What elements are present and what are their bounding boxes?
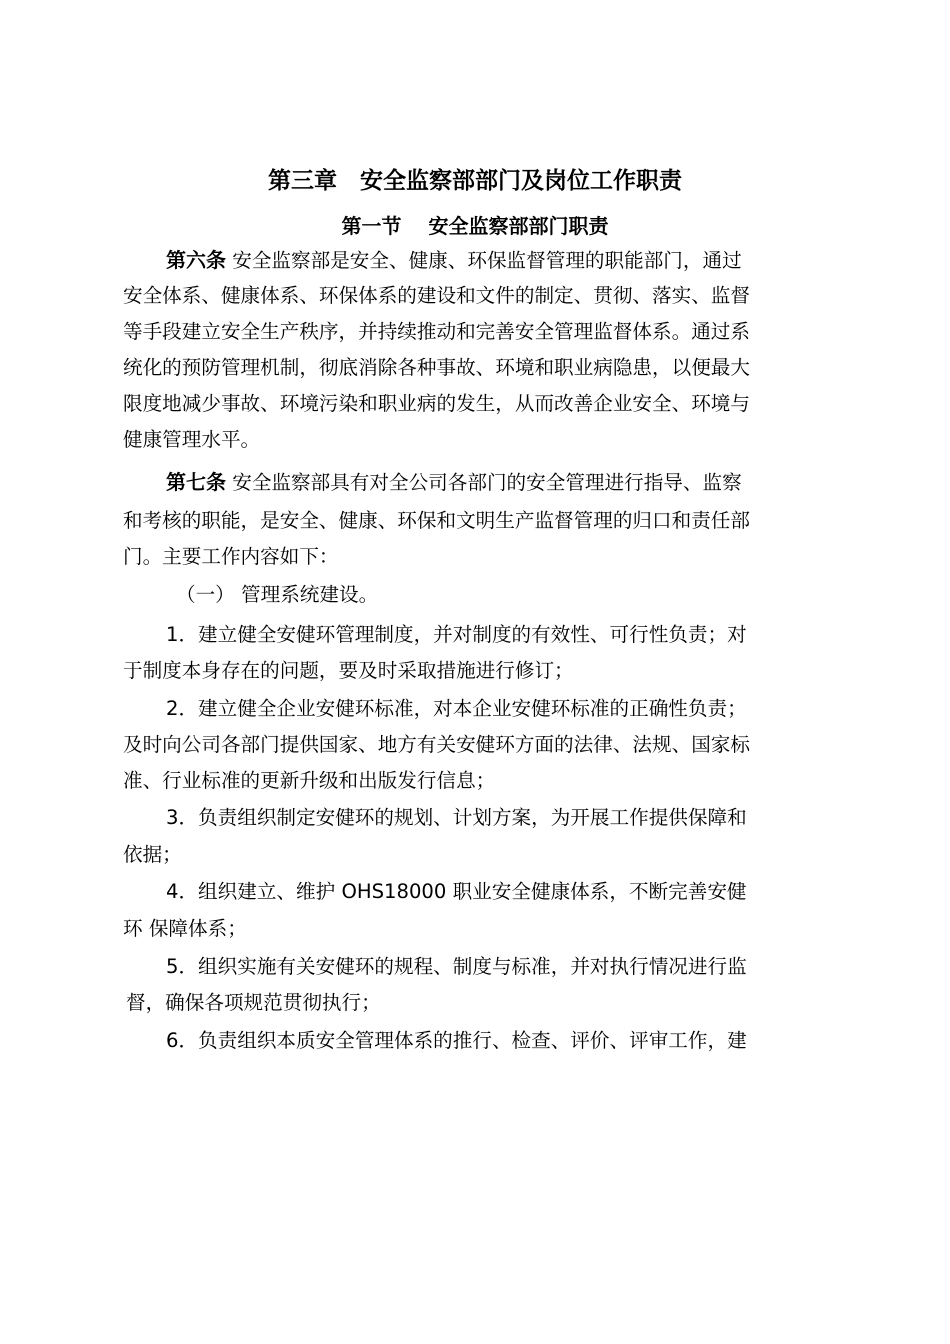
- article7-lead: 第七条: [166, 470, 226, 494]
- list-item-continuation: 及时向公司各部门提供国家、地方有关安健环方面的法律、法规、国家标: [123, 733, 750, 756]
- list-item-continuation: 督，确保各项规范贯彻执行；: [126, 991, 381, 1014]
- article6-line: 统化的预防管理机制，彻底消除各种事故、环境和职业病隐患，以便最大: [123, 356, 750, 379]
- section-title: 第一节 安全监察部部门职责: [341, 214, 609, 238]
- article6-line: 健康管理水平。: [123, 428, 261, 451]
- chapter-title: 第三章 安全监察部部门及岗位工作职责: [268, 168, 682, 194]
- list-item: 1．建立健全安健环管理制度，并对制度的有效性、可行性负责；对: [166, 623, 747, 646]
- list-item-continuation: 依据；: [123, 843, 182, 866]
- list-item: 2．建立健全企业安健环标准，对本企业安健环标准的正确性负责；: [166, 697, 747, 720]
- list-item-continuation: 环 保障体系；: [123, 917, 247, 940]
- article7-line: 和考核的职能，是安全、健康、环保和文明生产监督管理的归口和责任部: [123, 509, 750, 532]
- list-item: 3．负责组织制定安健环的规划、计划方案，为开展工作提供保障和: [166, 806, 747, 829]
- list-item-continuation: 准、行业标准的更新升级和出版发行信息；: [123, 769, 496, 792]
- list-item: 6．负责组织本质安全管理体系的推行、检查、评价、评审工作，建: [166, 1029, 747, 1052]
- article6-line: 限度地减少事故、环境污染和职业病的发生，从而改善企业安全、环境与: [123, 392, 750, 415]
- article6-paragraph-line: [166, 245, 838, 276]
- article6-line: 等手段建立安全生产秩序，并持续推动和完善安全管理监督体系。通过系: [123, 320, 750, 343]
- article7-text: 安全监察部具有对全公司各部门的安全管理进行指导、监察: [226, 471, 742, 494]
- list-item-continuation: 于制度本身存在的问题，要及时采取措施进行修订；: [123, 659, 574, 682]
- article7-paragraph-line: [166, 467, 838, 498]
- subsection-heading: （一） 管理系统建设。: [176, 583, 379, 606]
- article6-lead: 第六条: [166, 248, 226, 272]
- article6-text: 安全监察部是安全、健康、环保监督管理的职能部门，通过: [226, 249, 742, 272]
- article7-line: 门。主要工作内容如下：: [123, 545, 339, 568]
- article6-line: 安全体系、健康体系、环保体系的建设和文件的制定、贯彻、落实、监督: [123, 284, 750, 307]
- list-item: 4．组织建立、维护 OHS18000 职业安全健康体系，不断完善安健: [166, 880, 747, 903]
- list-item: 5．组织实施有关安健环的规程、制度与标准，并对执行情况进行监: [166, 955, 747, 978]
